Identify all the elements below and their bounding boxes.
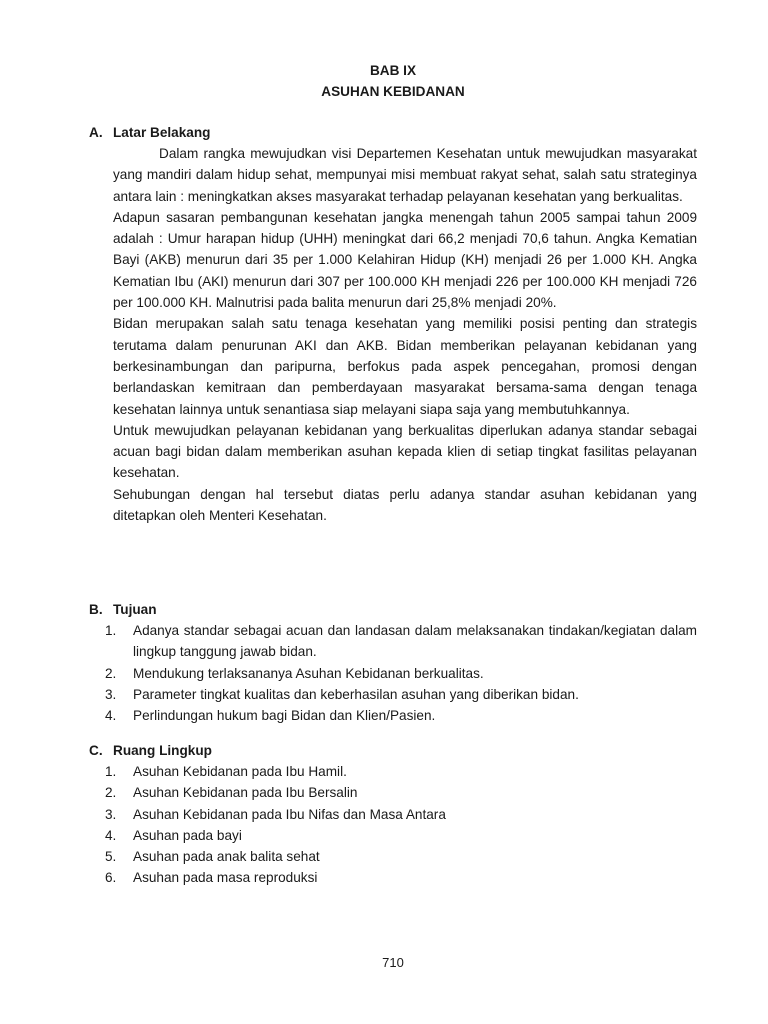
paragraph: Bidan merupakan salah satu tenaga kesehatan yang memiliki posisi penting dan strategis terutama dalam penurunan AKI dan AKB. Bidan memberikan pelayanan kebidanan yang berkesinambungan dan paripurna, berfokus pada aspek pencegahan, promosi dengan berlandaskan kemitraan dan pemberdayaan masyarakat bersama-sama dengan tenaga kesehatan lainnya untuk senantiasa siap melayani siapa saja yang membutuhkannya. — [113, 316, 697, 417]
list-number: 4. — [105, 827, 117, 843]
section-title: Latar Belakang — [113, 125, 211, 140]
list-item — [105, 825, 697, 846]
list-number: 2. — [105, 785, 117, 801]
list-text: Asuhan pada masa reproduksi — [133, 870, 318, 886]
paragraph: Dalam rangka mewujudkan visi Departemen Kesehatan untuk mewujudkan masyarakat yang mandiri dalam hidup sehat, mempunyai misi membuat rakyat sehat, salah satu strateginya antara lain : meningkatkan akses masyarakat terhadap pelayanan kesehatan yang berkualitas. — [113, 146, 697, 204]
section-letter: A. — [89, 125, 103, 140]
list-item — [105, 620, 697, 663]
tujuan-list — [105, 620, 697, 726]
list-item — [105, 782, 697, 803]
paragraph: Adapun sasaran pembangunan kesehatan jangka menengah tahun 2005 sampai tahun 2009 adalah : Umur harapan hidup (UHH) meningkat dari 66,2 menjadi 70,6 tahun. Angka Kematian Bayi (AKB) menurun dari 35 per 1.000 Kelahiran Hidup (KH) menjadi 26 per 1.000 KH. Angka Kematian Ibu (AKI) menurun dari 307 per 100.000 KH menjadi 226 per 100.000 KH menjadi 726 per 100.000 KH. Malnutrisi pada balita menurun dari 25,8% menjadi 20%. — [113, 209, 697, 311]
list-text: Parameter tingkat kualitas dan keberhasilan asuhan yang diberikan bidan. — [133, 686, 579, 702]
list-text: Mendukung terlaksananya Asuhan Kebidanan berkualitas. — [133, 665, 484, 681]
section-heading — [89, 599, 699, 620]
paragraph: Sehubungan dengan hal tersebut diatas perlu adanya standar asuhan kebidanan yang ditetapkan oleh Menteri Kesehatan. — [113, 486, 697, 524]
list-number: 3. — [105, 686, 117, 702]
list-item — [105, 867, 697, 888]
list-text: Asuhan pada anak balita sehat — [133, 849, 320, 865]
section-heading — [89, 122, 699, 143]
list-number: 6. — [105, 870, 117, 886]
list-text: Asuhan Kebidanan pada Ibu Bersalin — [133, 785, 358, 801]
list-text: Adanya standar sebagai acuan dan landasan dalam melaksanakan tindakan/kegiatan dalam lingkup tanggung jawab bidan. — [133, 623, 697, 660]
list-text: Asuhan Kebidanan pada Ibu Hamil. — [133, 764, 347, 779]
list-number: 4. — [105, 708, 117, 724]
section-latar-belakang — [89, 122, 699, 526]
section-title: Ruang Lingkup — [113, 743, 212, 758]
page-number: 710 — [382, 955, 404, 970]
section-letter: C. — [89, 743, 103, 758]
list-item — [105, 663, 697, 684]
list-item — [105, 804, 697, 825]
list-number: 1. — [105, 623, 117, 638]
list-item — [105, 705, 697, 726]
section-title: Tujuan — [113, 602, 157, 617]
list-item — [105, 761, 697, 782]
chapter-label: BAB IX — [369, 63, 417, 78]
list-item — [105, 684, 697, 705]
paragraph: Untuk mewujudkan pelayanan kebidanan yang berkualitas diperlukan adanya standar sebagai acuan bagi bidan dalam memberikan asuhan kepada klien di setiap tingkat fasilitas pelayanan kesehatan. — [113, 422, 697, 481]
list-text: Asuhan pada bayi — [133, 827, 242, 843]
list-number: 5. — [105, 849, 117, 865]
section-ruang-lingkup — [89, 740, 699, 889]
section-body — [113, 143, 697, 526]
section-tujuan — [89, 599, 699, 726]
ruang-lingkup-list — [105, 761, 697, 889]
list-text: Asuhan Kebidanan pada Ibu Nifas dan Masa Antara — [133, 806, 446, 822]
list-item — [105, 846, 697, 867]
list-text: Perlindungan hukum bagi Bidan dan Klien/Pasien. — [133, 708, 436, 724]
section-heading — [89, 740, 699, 761]
chapter-title: ASUHAN KEBIDANAN — [321, 84, 465, 99]
list-number: 3. — [105, 806, 117, 822]
list-number: 1. — [105, 764, 117, 779]
section-letter: B. — [89, 602, 103, 617]
list-number: 2. — [105, 665, 117, 681]
